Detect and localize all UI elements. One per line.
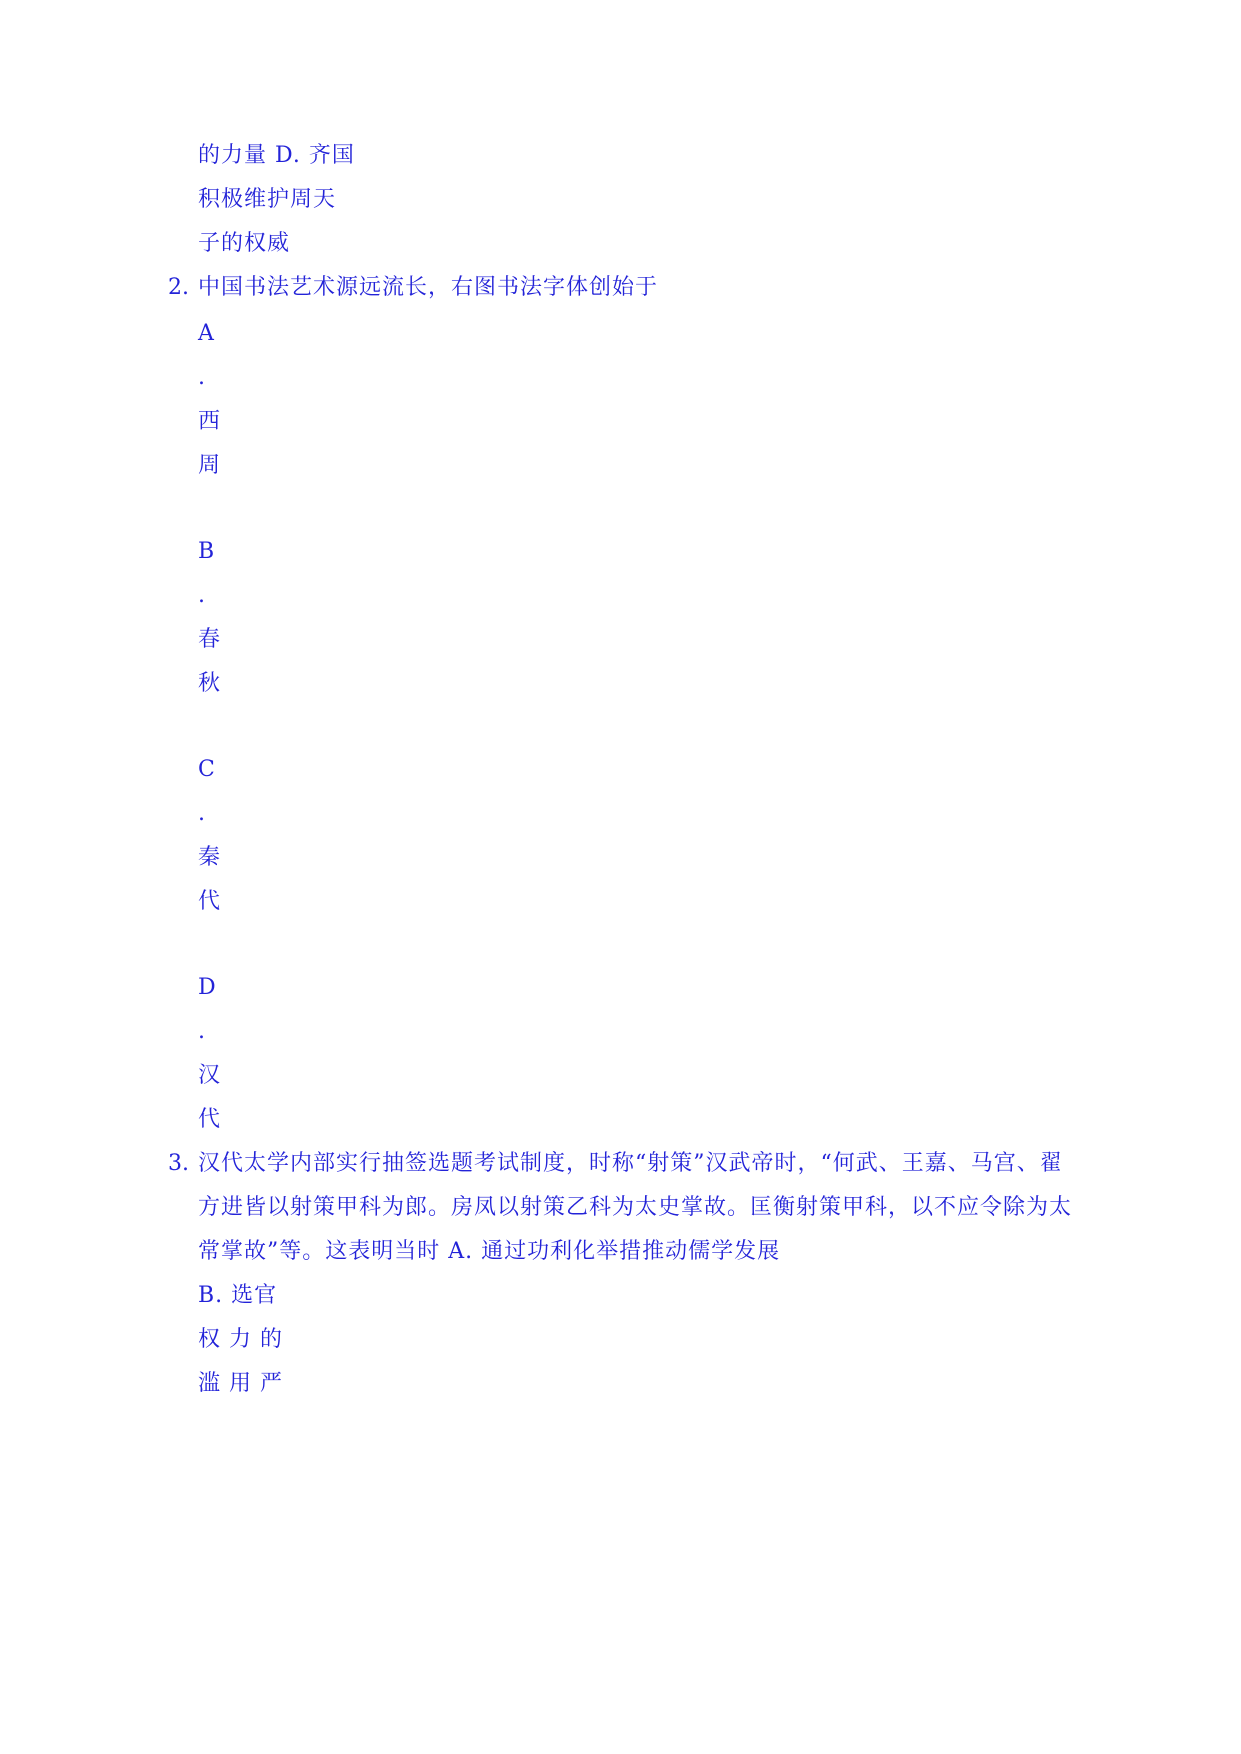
question-text: 方进皆以射策甲科为郎。房凤以射策乙科为太史掌故。匡衡射策甲科，以不应令除为太 [198, 1195, 1073, 1220]
option-char: 秦 [198, 845, 222, 870]
option-letter: B [198, 539, 216, 564]
option-text: B. 选官 [198, 1283, 278, 1308]
question-text: 常掌故”等。这表明当时 A. 通过功利化举措推动儒学发展 [198, 1239, 781, 1264]
question-number: 2. [168, 275, 189, 300]
option-char: 西 [198, 409, 222, 434]
option-char: 秋 [198, 671, 222, 696]
option-char: 代 [198, 1107, 222, 1132]
option-dot: . [198, 801, 206, 826]
text-line: 积极维护周天 [198, 187, 337, 212]
text-line: 子的权威 [198, 231, 291, 256]
option-dot: . [198, 1019, 206, 1044]
option-dot: . [198, 365, 206, 390]
option-text: 权 力 的 [198, 1327, 283, 1352]
option-text: 滥 用 严 [198, 1371, 283, 1396]
question-text: 汉代太学内部实行抽签选题考试制度，时称“射策”汉武帝时，“何武、王嘉、马宫、翟 [198, 1151, 1063, 1176]
option-letter: A [198, 321, 215, 346]
option-char: 春 [198, 627, 222, 652]
option-char: 代 [198, 889, 222, 914]
option-dot: . [198, 583, 206, 608]
option-letter: C [198, 757, 216, 782]
option-char: 周 [198, 453, 222, 478]
text-line: 的力量 D. 齐国 [198, 143, 355, 168]
option-char: 汉 [198, 1063, 222, 1088]
question-stem: 中国书法艺术源远流长，右图书法字体创始于 [198, 275, 659, 300]
option-letter: D [198, 975, 217, 1000]
question-number: 3. [168, 1151, 189, 1176]
